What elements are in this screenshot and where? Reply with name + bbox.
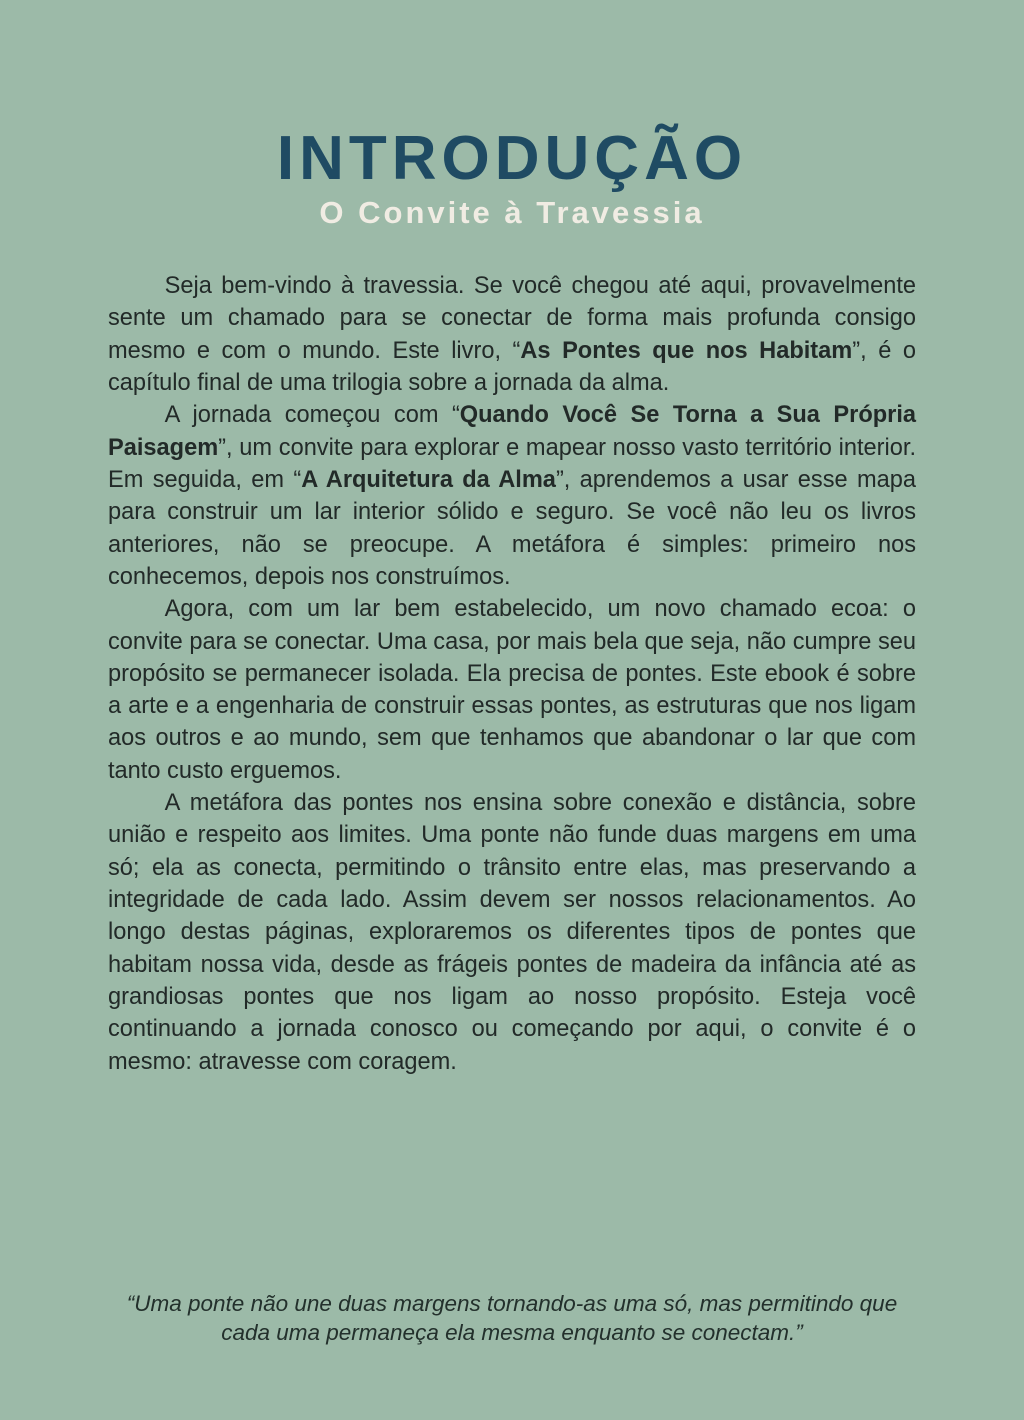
text-run: A jornada começou com “	[164, 402, 460, 429]
text-run: ”, um convite para explorar e mapear nosso vasto território interior. Em seguida, em “	[108, 434, 916, 493]
text-run: A metáfora das pontes nos ensina sobre conexão e distância, sobre união e respeito aos limites. Uma ponte não funde duas margens em uma só; ela as conecta, permitindo o trânsito entre elas, mas preservando a integridade de cada lado. Assim devem ser nossos relacionamentos. Ao longo destas páginas, exploraremos os diferentes tipos de pontes que habitam nossa vida, desde as frágeis pontes de madeira da infância até as grandiosas pontes que nos ligam ao nosso propósito. Esteja você continuando a jornada conosco ou começando por aqui, o convite é o mesmo: atravesse com coragem.	[108, 790, 916, 1075]
pull-quote: “Uma ponte não une duas margens tornando-as uma só, mas permitindo que cada uma permaneça ela mesma enquanto se conectam.”	[126, 1290, 898, 1346]
body-text	[108, 270, 916, 1078]
body-paragraph	[108, 270, 916, 399]
book-title-emphasis: Quando Você Se Torna a Sua Própria Paisagem	[108, 402, 916, 461]
page-title: INTRODUÇÃO	[276, 124, 748, 193]
book-title-emphasis: A Arquitetura da Alma	[301, 466, 556, 493]
text-run: ”, é o capítulo final de uma trilogia sobre a jornada da alma.	[108, 337, 916, 397]
body-paragraph	[108, 399, 916, 593]
book-title-emphasis: As Pontes que nos Habitam	[520, 337, 853, 364]
text-run: Agora, com um lar bem estabelecido, um novo chamado ecoa: o convite para se conectar. Uma casa, por mais bela que seja, não cumpre seu propósito se permanecer isolada. Ela precisa de pontes. Este ebook é sobre a arte e a engenharia de construir essas pontes, as estruturas que nos ligam aos outros e ao mundo, sem que tenhamos que abandonar o lar que com tanto custo erguemos.	[108, 596, 916, 784]
page-subtitle: O Convite à Travessia	[319, 195, 705, 230]
body-paragraph	[108, 593, 916, 787]
page-title-block	[108, 0, 916, 230]
body-paragraph	[108, 787, 916, 1078]
text-run: Seja bem-vindo à travessia. Se você chegou até aqui, provavelmente sente um chamado para se conectar de forma mais profunda consigo mesmo e com o mundo. Este livro, “	[108, 273, 916, 364]
text-run: ”, aprendemos a usar esse mapa para construir um lar interior sólido e seguro. Se você não leu os livros anteriores, não se preocupe. A metáfora é simples: primeiro nos conhecemos, depois nos construímos.	[108, 466, 916, 590]
